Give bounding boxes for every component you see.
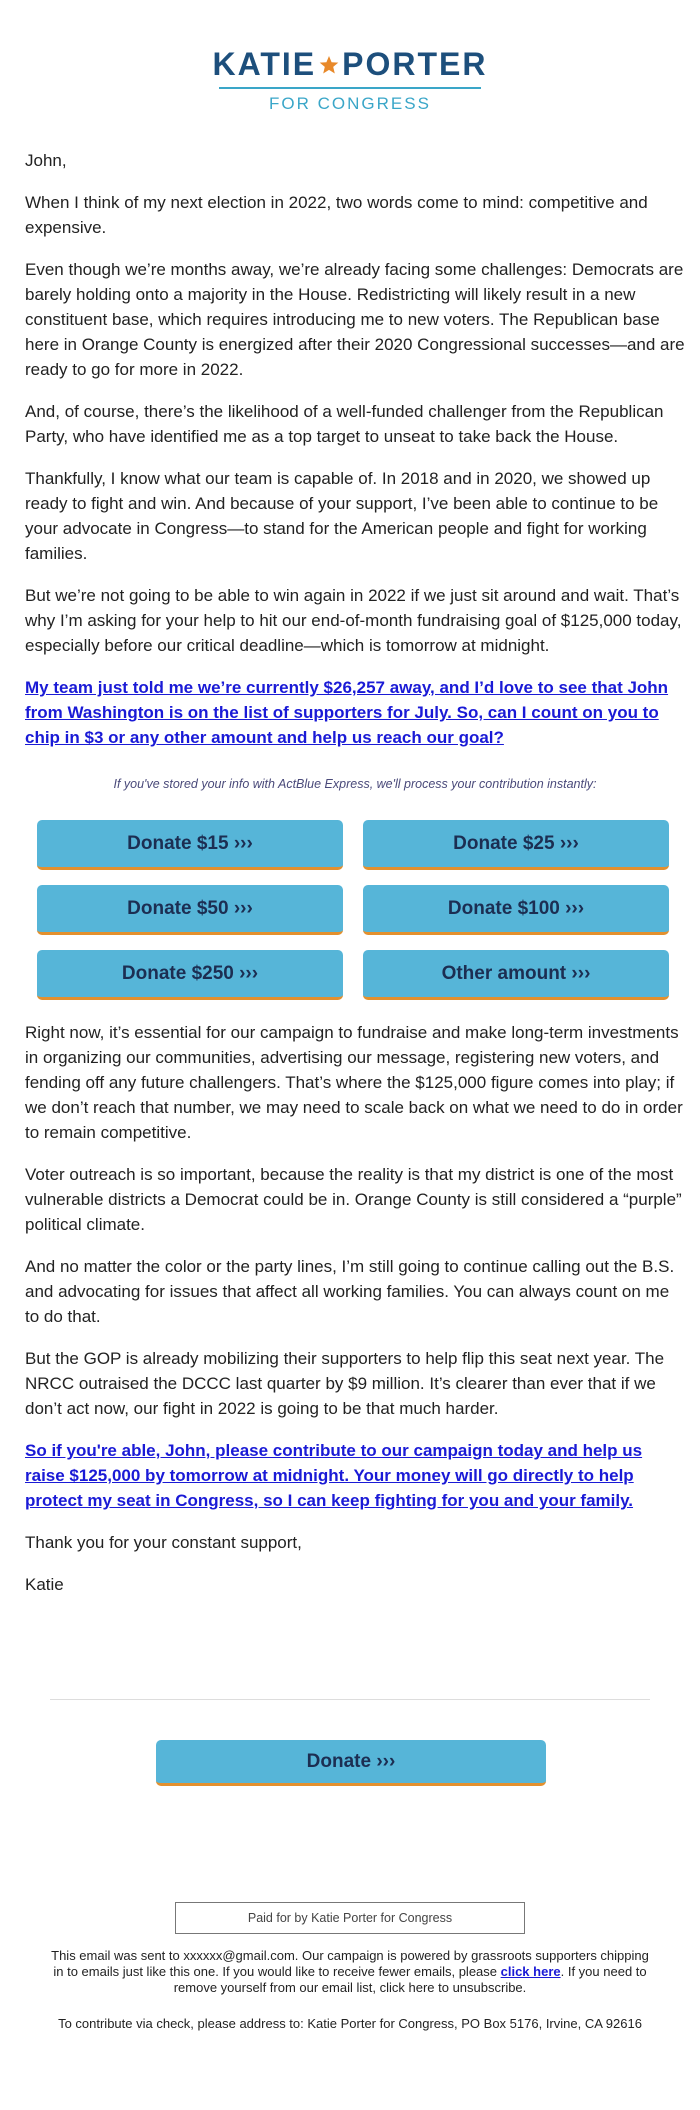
donate-other-amount-button[interactable]: Other amount ››› — [363, 950, 669, 1000]
donate-25-button[interactable]: Donate $25 ››› — [363, 820, 669, 870]
donate-button-grid — [37, 820, 685, 1000]
donate-250-button[interactable]: Donate $250 ››› — [37, 950, 343, 1000]
paragraph: Even though we’re months away, we’re already facing some challenges: Democrats are barely holding onto a majority in the House. Redistricting will likely result in a new constituent base, which requires introducing me to new voters. The Republican base here in Orange County is energized after their 2020 Congressional successes—and are ready to go for more in 2022. — [25, 260, 685, 379]
donate-button[interactable]: Donate ››› — [156, 1740, 546, 1786]
donate-link-2[interactable]: So if you're able, John, please contribute to our campaign today and help us raise $125,000 by tomorrow at midnight. Your money will go directly to help protect my seat in Congress, so I can keep fighting for you and your family. — [25, 1441, 643, 1510]
cta-paragraph-1 — [25, 675, 685, 750]
footer-notice — [50, 1948, 650, 1996]
actblue-note: If you've stored your info with ActBlue Express, we'll process your contribution instantly: — [113, 777, 597, 791]
star-shape — [320, 56, 339, 74]
paragraph: Voter outreach is so important, because the reality is that my district is one of the most vulnerable districts a Democrat could be in. Orange County is still considered a “purple” political climate. — [25, 1165, 682, 1234]
logo-divider — [219, 87, 481, 89]
paragraph: But the GOP is already mobilizing their supporters to help flip this seat next year. The NRCC outraised the DCCC last quarter by $9 million. It’s clearer than ever that if we don’t act now, our fight in 2022 is going to be that much harder. — [25, 1349, 665, 1418]
paragraph: When I think of my next election in 2022, two words come to mind: competitive and expensive. — [25, 193, 648, 237]
signature: Katie — [25, 1575, 64, 1594]
footer-text: . If you need to remove yourself from our email list, click here to unsubscribe. — [173, 1964, 647, 1995]
paragraph: And, of course, there’s the likelihood of a well-funded challenger from the Republican Party, who have identified me as a top target to unseat to take back the House. — [25, 402, 664, 446]
campaign-logo — [0, 46, 700, 114]
cta-paragraph-2 — [25, 1438, 685, 1513]
paid-for-box: Paid for by Katie Porter for Congress — [175, 1902, 525, 1934]
closing: Thank you for your constant support, — [25, 1533, 302, 1552]
footer-address: To contribute via check, please address to: Katie Porter for Congress, PO Box 5176, Irvine, CA 92616 — [58, 2016, 642, 2031]
donate-link-1[interactable]: My team just told me we’re currently $26,257 away, and I’d love to see that John from Washington is on the list of supporters for July. So, can I count on you to chip in $3 or any other amount and help us reach our goal? — [25, 678, 669, 747]
donate-100-button[interactable]: Donate $100 ››› — [363, 885, 669, 935]
greeting: John, — [25, 151, 67, 170]
logo-subtitle: FOR CONGRESS — [269, 94, 431, 113]
letter-body — [25, 148, 685, 1614]
paragraph: Right now, it’s essential for our campaign to fundraise and make long-term investments in organizing our communities, advertising our message, registering new voters, and fending off any future challengers. That’s where the $125,000 figure comes into play; if we don’t reach that number, we may need to scale back on what we need to do in order to remain competitive. — [25, 1023, 683, 1142]
logo-first-name: KATIE — [212, 46, 317, 82]
paragraph: Thankfully, I know what our team is capable of. In 2018 and in 2020, we showed up ready to fight and win. And because of your support, I’ve been able to continue to be your advocate in Congress—to stand for the American people and fight for working families. — [25, 469, 659, 563]
logo-wordmark — [213, 46, 488, 82]
divider — [50, 1699, 650, 1700]
donate-15-button[interactable]: Donate $15 ››› — [37, 820, 343, 870]
star-icon — [319, 46, 339, 82]
fewer-emails-link[interactable]: click here — [500, 1964, 561, 1979]
logo-last-name: PORTER — [342, 46, 488, 82]
footer-text: This email was sent to xxxxxx@gmail.com. Our campaign is powered by grassroots supporters chipping in to emails just like this one. If you would like to receive fewer emails, please — [51, 1948, 649, 1979]
paragraph: And no matter the color or the party lines, I’m still going to continue calling out the B.S. and advocating for issues that affect all working families. You can always count on me to do that. — [25, 1257, 675, 1326]
paragraph: But we’re not going to be able to win again in 2022 if we just sit around and wait. That’s why I’m asking for your help to hit our end-of-month fundraising goal of $125,000 today, especially before our critical deadline—which is tomorrow at midnight. — [25, 586, 682, 655]
donate-50-button[interactable]: Donate $50 ››› — [37, 885, 343, 935]
